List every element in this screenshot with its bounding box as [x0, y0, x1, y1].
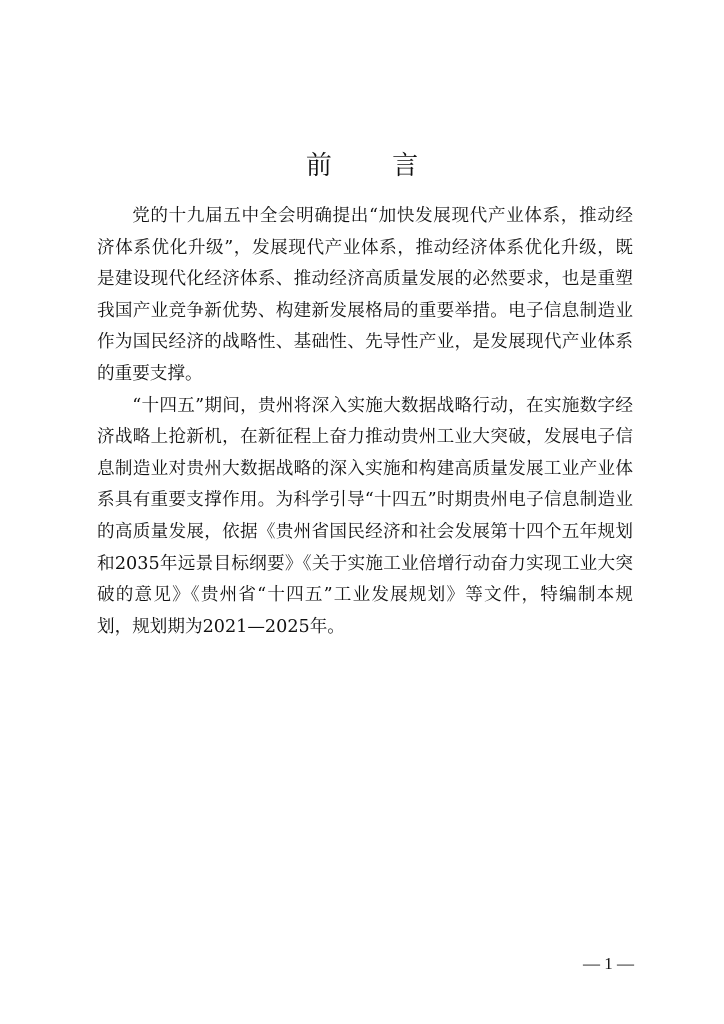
- paragraph-1: 党的十九届五中全会明确提出“加快发展现代产业体系，推动经济体系优化升级”，发展现代产业体系，推动经济体系优化升级，既是建设现代化经济体系、推动经济高质量发展的必然要求，也是重塑我国产业竞争新优势、构建新发展格局的重要举措。电子信息制造业作为国民经济的战略性、基础性、先导性产业，是发展现代产业体系的重要支撑。: [97, 206, 633, 384]
- page-title: 前 言: [305, 151, 445, 182]
- paragraph-2: “十四五”期间，贵州将深入实施大数据战略行动，在实施数字经济战略上抢新机，在新征程上奋力推动贵州工业大突破，发展电子信息制造业对贵州大数据战略的深入实施和构建高质量发展工业产业体系具有重要支撑作用。为科学引导“十四五”时期贵州电子信息制造业的高质量发展，依据《贵州省国民经济和社会发展第十四个五年规划和2035年远景目标纲要》《关于实施工业倍增行动奋力实现工业大突破的意见》《贵州省“十四五”工业发展规划》等文件，特编制本规划，规划期为2021—2025年。: [97, 395, 633, 637]
- page-number: — 1 —: [583, 954, 634, 973]
- body-text: [97, 201, 633, 643]
